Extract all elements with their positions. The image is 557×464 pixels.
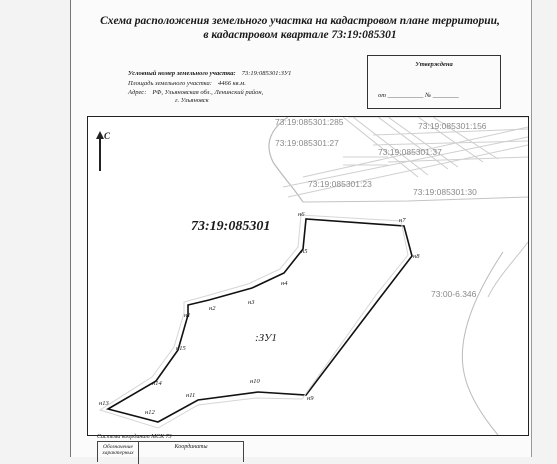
point-label: н1 [184,312,191,319]
neighbor-label: 73:19:085301:27 [275,138,339,148]
title-line-2: в кадастровом квартале 73:19:085301 [203,29,397,41]
parcel-area-value: 4466 кв.м. [217,80,246,87]
approval-box [367,55,501,109]
coords-table-title: Система координат МСК 73 [97,434,172,440]
neighbor-boundary [462,252,503,435]
parcel-area-row [128,80,246,87]
coords-table [97,441,244,462]
point-label: н10 [250,378,260,385]
north-label: С [104,131,111,141]
point-label: н15 [176,345,186,352]
point-label: н11 [186,392,196,399]
point-label: н5 [301,248,308,255]
point-label: н12 [145,409,155,416]
map-graphics [88,117,528,435]
coords-col-designation: Обозначение характерных [98,442,139,464]
neighbor-label: 73:19:085301:37 [378,147,442,157]
coords-col-coordinates: Координаты [174,444,208,450]
title-line-1: Схема расположения земельного участка на кадастровом плане территории, [100,15,500,27]
point-label: н7 [399,217,406,224]
approval-header: Утверждена [415,61,453,68]
parcel-address-value: РФ, Ульяновская обл., Ленинский район, [152,89,264,96]
north-arrow [96,131,110,173]
parcel-number-label: Условный номер земельного участка: [128,70,236,77]
parcel-boundary [108,219,412,422]
point-label: н8 [413,253,420,260]
north-arrow-stem [99,135,101,171]
parcel-address-line2: г. Ульяновск [175,97,209,104]
point-label: н14 [152,380,162,387]
block-label: 73:19:085301 [191,219,271,234]
neighbor-label: 73:19:085301:285 [275,117,344,127]
neighbor-label: 73:19:085301:156 [418,121,487,131]
cadastral-map [87,116,529,436]
point-label: н4 [281,280,288,287]
parcel-area-label: Площадь земельного участка: [128,80,212,87]
point-label: н2 [209,305,216,312]
approval-date-line: от ___________ № ________ [378,92,459,99]
neighbor-boundary [269,117,303,202]
point-label: н6 [298,211,305,218]
neighbor-label: 73:19:085301:23 [308,179,372,189]
scheme-title [75,14,525,42]
parcel-label: :ЗУ1 [255,332,277,344]
neighbor-boundary [303,197,528,202]
neighbor-boundary [488,242,528,297]
point-label: н9 [307,395,314,402]
neighbor-label: 73:19:085301:30 [413,187,477,197]
parcel-number-value: 73:19:085301:ЗУ1 [241,70,292,77]
point-label: н3 [248,299,255,306]
parcel-number-row [128,70,291,77]
neighbor-label: 73:00-6.346 [431,289,477,299]
parcel-address-label: Адрес: [128,89,147,96]
point-label: н13 [99,400,109,407]
parcel-address-row [128,89,263,96]
